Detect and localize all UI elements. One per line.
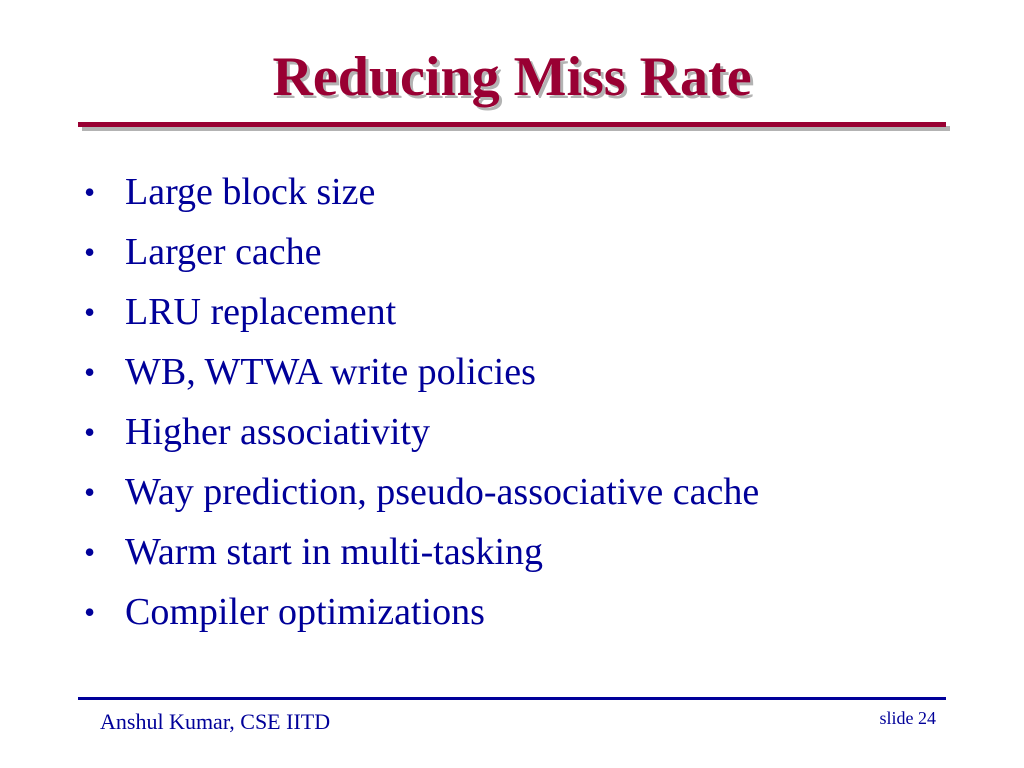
bullet-text: Compiler optimizations	[125, 591, 485, 633]
bullet-text: Warm start in multi-tasking	[125, 531, 544, 573]
footer-author: Anshul Kumar, CSE IITD	[100, 709, 331, 734]
bullet-icon: •	[84, 294, 96, 330]
title-underline	[78, 122, 946, 127]
bullet-icon: •	[84, 474, 96, 510]
bullet-icon: •	[84, 354, 96, 390]
bullet-text: WB, WTWA write policies	[125, 351, 536, 393]
bullet-text: Way prediction, pseudo-associative cache	[125, 471, 760, 513]
bullet-icon: •	[84, 594, 96, 630]
bullet-icon: •	[84, 174, 96, 210]
bullet-text: Large block size	[125, 171, 376, 213]
bullet-icon: •	[84, 534, 96, 570]
slide-number: slide 24	[879, 708, 936, 728]
bullet-text: Higher associativity	[125, 411, 430, 453]
bullet-icon: •	[84, 234, 96, 270]
bullet-text: LRU replacement	[125, 291, 397, 333]
slide-title: Reducing Miss Rate	[272, 46, 752, 108]
bullet-icon: •	[84, 414, 96, 450]
footer-divider	[78, 697, 946, 700]
bullet-text: Larger cache	[125, 231, 322, 273]
